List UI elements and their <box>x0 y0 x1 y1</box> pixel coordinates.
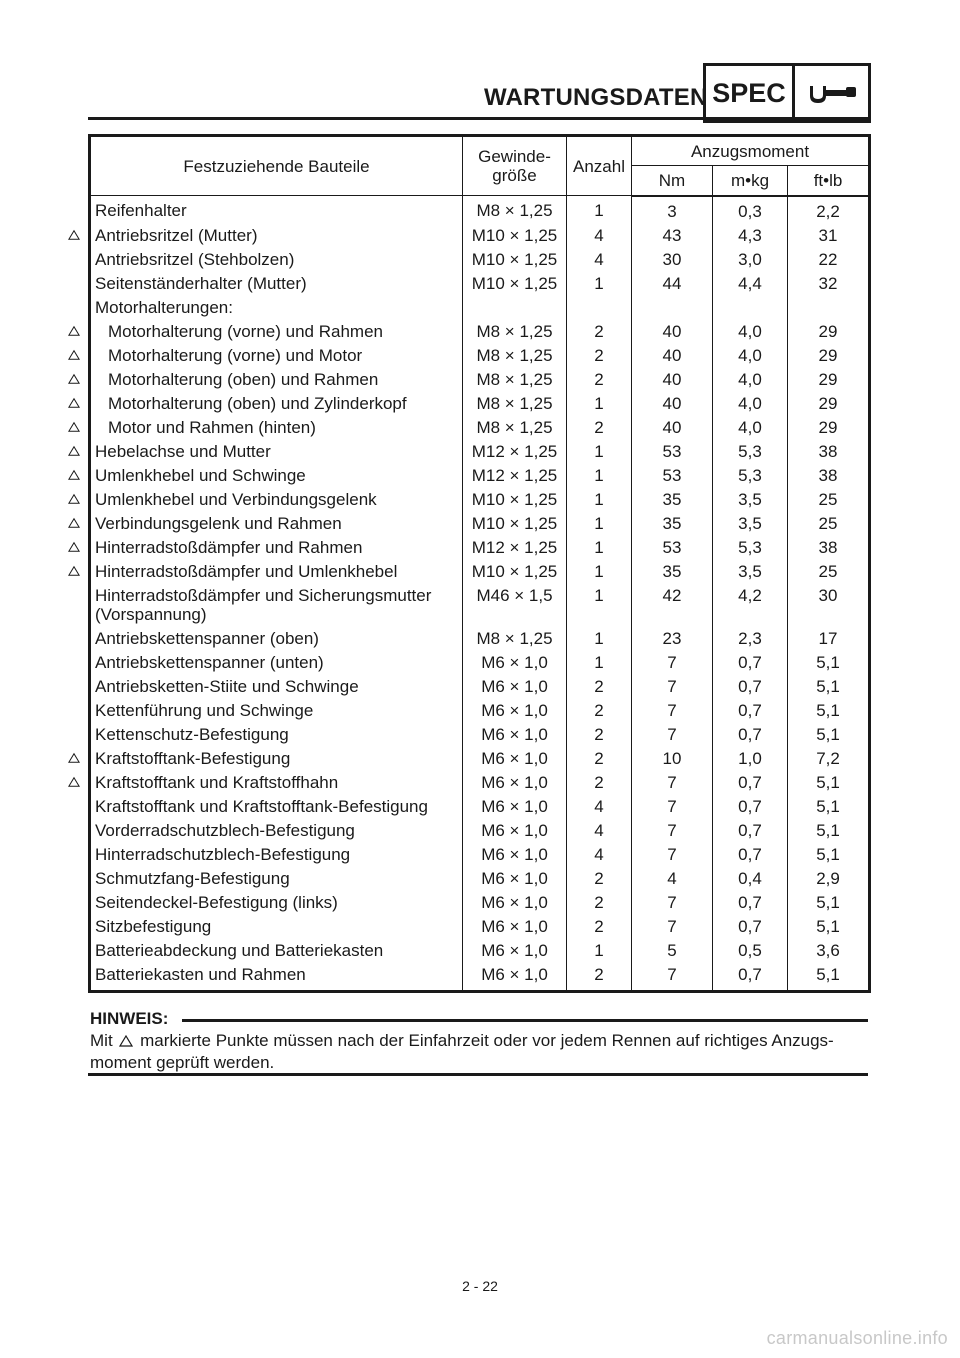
cell-ftlb: 25 <box>788 488 870 512</box>
table-row <box>90 675 870 699</box>
cell-qty: 4 <box>567 819 632 843</box>
cell-nm: 53 <box>632 464 713 488</box>
table-row <box>90 512 870 536</box>
triangle-icon <box>68 445 80 457</box>
cell-ftlb: 5,1 <box>788 819 870 843</box>
cell-thread: M6 × 1,0 <box>463 699 567 723</box>
cell-thread: M8 × 1,25 <box>463 627 567 651</box>
part-name: Hebelachse und Mutter <box>95 441 271 461</box>
table-row <box>90 196 870 224</box>
cell-part <box>90 915 463 939</box>
col-nm-header: Nm <box>632 166 713 196</box>
cell-ftlb: 3,6 <box>788 939 870 963</box>
cell-qty: 2 <box>567 723 632 747</box>
cell-part <box>90 584 463 627</box>
cell-qty: 2 <box>567 368 632 392</box>
cell-nm: 7 <box>632 843 713 867</box>
cell-nm: 10 <box>632 747 713 771</box>
cell-thread: M6 × 1,0 <box>463 867 567 891</box>
part-name: Hinterradstoßdämpfer und Rahmen <box>95 537 363 557</box>
cell-qty: 1 <box>567 272 632 296</box>
cell-part <box>90 464 463 488</box>
cell-thread: M8 × 1,25 <box>463 344 567 368</box>
cell-qty: 4 <box>567 843 632 867</box>
table-row <box>90 440 870 464</box>
cell-mkg: 3,5 <box>713 512 788 536</box>
cell-nm: 3 <box>632 196 713 224</box>
cell-qty: 1 <box>567 651 632 675</box>
cell-thread: M12 × 1,25 <box>463 464 567 488</box>
cell-part <box>90 819 463 843</box>
cell-mkg: 4,0 <box>713 392 788 416</box>
part-name: Antriebskettenspanner (oben) <box>95 628 319 648</box>
cell-thread: M12 × 1,25 <box>463 536 567 560</box>
cell-mkg: 0,3 <box>713 196 788 224</box>
cell-qty: 1 <box>567 512 632 536</box>
triangle-icon <box>68 541 80 553</box>
cell-ftlb: 5,1 <box>788 843 870 867</box>
page-title: WARTUNGSDATEN <box>484 84 708 111</box>
cell-ftlb: 29 <box>788 416 870 440</box>
table-row <box>90 296 870 320</box>
cell-part <box>90 723 463 747</box>
part-name: Sitzbefestigung <box>95 916 212 936</box>
part-name: Umlenkhebel und Schwinge <box>95 465 306 485</box>
cell-nm: 35 <box>632 512 713 536</box>
cell-thread: M8 × 1,25 <box>463 196 567 224</box>
cell-part <box>90 867 463 891</box>
cell-ftlb: 17 <box>788 627 870 651</box>
table-row <box>90 939 870 963</box>
cell-nm: 30 <box>632 248 713 272</box>
cell-nm: 7 <box>632 915 713 939</box>
cell-ftlb: 5,1 <box>788 699 870 723</box>
note-rule-bottom <box>88 1073 868 1076</box>
cell-thread: M46 × 1,5 <box>463 584 567 627</box>
part-name: Kraftstofftank-Befestigung <box>95 748 291 768</box>
cell-qty: 2 <box>567 699 632 723</box>
cell-qty: 1 <box>567 440 632 464</box>
cell-nm: 7 <box>632 795 713 819</box>
table-row <box>90 392 870 416</box>
header-rule <box>88 117 868 120</box>
cell-qty: 2 <box>567 867 632 891</box>
cell-qty: 2 <box>567 675 632 699</box>
cell-qty: 2 <box>567 915 632 939</box>
cell-mkg: 0,7 <box>713 891 788 915</box>
cell-part <box>90 272 463 296</box>
cell-qty: 4 <box>567 795 632 819</box>
part-name: Hinterradstoßdämpfer und Sicherungsmutter (Vorspannung) <box>95 585 432 624</box>
cell-qty: 2 <box>567 771 632 795</box>
part-name: Seitendeckel-Befestigung (links) <box>95 892 338 912</box>
table-row <box>90 224 870 248</box>
cell-part <box>90 392 463 416</box>
cell-thread: M6 × 1,0 <box>463 723 567 747</box>
triangle-icon <box>68 349 80 361</box>
cell-nm: 42 <box>632 584 713 627</box>
part-name: Motorhalterungen: <box>95 297 233 317</box>
col-torque-header: Anzugsmoment <box>632 136 870 166</box>
part-name: Antriebskettenspanner (unten) <box>95 652 324 672</box>
cell-mkg: 0,5 <box>713 939 788 963</box>
triangle-icon <box>68 493 80 505</box>
triangle-icon <box>68 776 80 788</box>
cell-ftlb: 5,1 <box>788 963 870 992</box>
cell-thread: M10 × 1,25 <box>463 560 567 584</box>
table-row <box>90 819 870 843</box>
cell-mkg: 0,7 <box>713 651 788 675</box>
table-row <box>90 368 870 392</box>
cell-qty: 1 <box>567 627 632 651</box>
cell-nm: 7 <box>632 771 713 795</box>
cell-nm: 43 <box>632 224 713 248</box>
cell-nm: 7 <box>632 651 713 675</box>
cell-mkg: 0,7 <box>713 963 788 992</box>
cell-ftlb: 38 <box>788 440 870 464</box>
cell-ftlb: 29 <box>788 344 870 368</box>
triangle-icon <box>68 325 80 337</box>
cell-mkg: 2,3 <box>713 627 788 651</box>
cell-nm: 53 <box>632 440 713 464</box>
table-row <box>90 651 870 675</box>
table-row <box>90 915 870 939</box>
cell-part <box>90 651 463 675</box>
cell-ftlb: 5,1 <box>788 795 870 819</box>
cell-part <box>90 368 463 392</box>
cell-thread <box>463 296 567 320</box>
cell-mkg: 4,4 <box>713 272 788 296</box>
note-text-after: markierte Punkte müssen nach der Einfahrzeit oder vor jedem Rennen auf richtiges Anzugs- moment geprüft werden. <box>90 1031 834 1072</box>
cell-ftlb: 2,2 <box>788 196 870 224</box>
cell-nm: 23 <box>632 627 713 651</box>
cell-nm <box>632 296 713 320</box>
cell-thread: M10 × 1,25 <box>463 272 567 296</box>
cell-ftlb: 29 <box>788 320 870 344</box>
cell-mkg: 1,0 <box>713 747 788 771</box>
part-name: Motorhalterung (oben) und Rahmen <box>108 369 379 389</box>
cell-thread: M6 × 1,0 <box>463 747 567 771</box>
cell-mkg: 4,3 <box>713 224 788 248</box>
cell-part <box>90 224 463 248</box>
cell-ftlb: 5,1 <box>788 915 870 939</box>
part-name: Motorhalterung (vorne) und Rahmen <box>108 321 383 341</box>
cell-ftlb: 32 <box>788 272 870 296</box>
cell-thread: M6 × 1,0 <box>463 963 567 992</box>
cell-thread: M8 × 1,25 <box>463 368 567 392</box>
cell-part <box>90 488 463 512</box>
table-row <box>90 584 870 627</box>
table-row <box>90 747 870 771</box>
table-row <box>90 464 870 488</box>
cell-nm: 53 <box>632 536 713 560</box>
page-number: 2 - 22 <box>462 1278 498 1294</box>
part-name: Antriebsketten-Stiite und Schwinge <box>95 676 359 696</box>
table-row <box>90 627 870 651</box>
triangle-icon <box>68 752 80 764</box>
wrench-icon <box>795 66 868 120</box>
table-row <box>90 843 870 867</box>
triangle-icon <box>68 397 80 409</box>
cell-part <box>90 320 463 344</box>
cell-nm: 40 <box>632 344 713 368</box>
part-name: Batteriekasten und Rahmen <box>95 964 306 984</box>
table-row <box>90 320 870 344</box>
part-name: Reifenhalter <box>95 201 187 220</box>
triangle-icon <box>68 373 80 385</box>
cell-thread: M6 × 1,0 <box>463 795 567 819</box>
part-name: Hinterradschutzblech-Befestigung <box>95 844 351 864</box>
triangle-icon <box>119 1031 133 1043</box>
cell-mkg: 0,7 <box>713 819 788 843</box>
cell-mkg: 4,0 <box>713 344 788 368</box>
cell-ftlb: 30 <box>788 584 870 627</box>
cell-ftlb <box>788 296 870 320</box>
cell-qty: 2 <box>567 416 632 440</box>
cell-thread: M6 × 1,0 <box>463 891 567 915</box>
table-row <box>90 560 870 584</box>
table-row <box>90 795 870 819</box>
cell-nm: 7 <box>632 699 713 723</box>
cell-mkg: 4,0 <box>713 320 788 344</box>
table-row <box>90 344 870 368</box>
cell-nm: 40 <box>632 368 713 392</box>
cell-nm: 40 <box>632 416 713 440</box>
cell-thread: M6 × 1,0 <box>463 771 567 795</box>
cell-part <box>90 795 463 819</box>
torque-table-body <box>90 196 870 992</box>
table-row <box>90 891 870 915</box>
cell-thread: M12 × 1,25 <box>463 440 567 464</box>
cell-mkg: 0,7 <box>713 771 788 795</box>
triangle-icon <box>68 565 80 577</box>
table-row <box>90 723 870 747</box>
cell-qty: 1 <box>567 939 632 963</box>
part-name: Verbindungsgelenk und Rahmen <box>95 513 342 533</box>
cell-mkg: 5,3 <box>713 440 788 464</box>
part-name: Vorderradschutzblech-Befestigung <box>95 820 355 840</box>
part-name: Motorhalterung (oben) und Zylinderkopf <box>108 393 407 413</box>
cell-mkg: 3,0 <box>713 248 788 272</box>
cell-mkg: 3,5 <box>713 488 788 512</box>
table-row <box>90 272 870 296</box>
cell-thread: M8 × 1,25 <box>463 416 567 440</box>
cell-ftlb: 5,1 <box>788 723 870 747</box>
cell-nm: 7 <box>632 675 713 699</box>
cell-mkg: 3,5 <box>713 560 788 584</box>
cell-part <box>90 891 463 915</box>
col-thread-header: Gewinde- größe <box>463 136 567 196</box>
cell-qty: 2 <box>567 891 632 915</box>
cell-nm: 5 <box>632 939 713 963</box>
part-name: Kraftstofftank und Kraftstoffhahn <box>95 772 339 792</box>
cell-thread: M6 × 1,0 <box>463 939 567 963</box>
cell-part <box>90 843 463 867</box>
cell-qty: 1 <box>567 560 632 584</box>
cell-nm: 7 <box>632 819 713 843</box>
part-name: Motor und Rahmen (hinten) <box>108 417 316 437</box>
cell-mkg: 0,4 <box>713 867 788 891</box>
table-row <box>90 867 870 891</box>
part-name: Motorhalterung (vorne) und Motor <box>108 345 363 365</box>
cell-part <box>90 771 463 795</box>
cell-thread: M10 × 1,25 <box>463 488 567 512</box>
cell-thread: M10 × 1,25 <box>463 512 567 536</box>
cell-nm: 7 <box>632 891 713 915</box>
part-name: Kettenschutz-Befestigung <box>95 724 289 744</box>
cell-ftlb: 38 <box>788 536 870 560</box>
cell-ftlb: 25 <box>788 560 870 584</box>
part-name: Hinterradstoßdämpfer und Umlenkhebel <box>95 561 398 581</box>
cell-part <box>90 344 463 368</box>
table-row <box>90 536 870 560</box>
cell-qty: 2 <box>567 344 632 368</box>
triangle-icon <box>68 469 80 481</box>
cell-part <box>90 296 463 320</box>
spec-badge <box>703 63 871 123</box>
cell-mkg: 0,7 <box>713 843 788 867</box>
torque-table <box>88 134 871 993</box>
cell-part <box>90 560 463 584</box>
cell-thread: M6 × 1,0 <box>463 675 567 699</box>
cell-ftlb: 5,1 <box>788 675 870 699</box>
cell-ftlb: 5,1 <box>788 651 870 675</box>
cell-nm: 40 <box>632 320 713 344</box>
note-rule-top <box>182 1019 868 1022</box>
table-row <box>90 416 870 440</box>
note-text <box>90 1030 870 1074</box>
col-qty-header: Anzahl <box>567 136 632 196</box>
table-row <box>90 699 870 723</box>
cell-nm: 40 <box>632 392 713 416</box>
cell-mkg: 5,3 <box>713 536 788 560</box>
cell-nm: 4 <box>632 867 713 891</box>
cell-part <box>90 627 463 651</box>
cell-mkg: 4,0 <box>713 368 788 392</box>
cell-mkg <box>713 296 788 320</box>
note-text-before: Mit <box>90 1031 113 1050</box>
cell-nm: 44 <box>632 272 713 296</box>
part-name: Kraftstofftank und Kraftstofftank-Befestigung <box>95 796 428 816</box>
cell-mkg: 4,2 <box>713 584 788 627</box>
cell-nm: 7 <box>632 963 713 992</box>
cell-part <box>90 536 463 560</box>
cell-qty: 4 <box>567 248 632 272</box>
cell-thread: M8 × 1,25 <box>463 320 567 344</box>
cell-mkg: 0,7 <box>713 699 788 723</box>
cell-qty: 1 <box>567 392 632 416</box>
cell-part <box>90 512 463 536</box>
cell-thread: M6 × 1,0 <box>463 819 567 843</box>
cell-part <box>90 699 463 723</box>
part-name: Antriebsritzel (Stehbolzen) <box>95 249 295 269</box>
cell-ftlb: 5,1 <box>788 771 870 795</box>
cell-qty: 1 <box>567 464 632 488</box>
part-name: Schmutzfang-Befestigung <box>95 868 290 888</box>
part-name: Antriebsritzel (Mutter) <box>95 225 258 245</box>
cell-ftlb: 25 <box>788 512 870 536</box>
triangle-icon <box>68 517 80 529</box>
cell-ftlb: 22 <box>788 248 870 272</box>
part-name: Umlenkhebel und Verbindungsgelenk <box>95 489 377 509</box>
triangle-icon <box>68 421 80 433</box>
cell-part <box>90 440 463 464</box>
part-name: Kettenführung und Schwinge <box>95 700 314 720</box>
col-mkg-header: m•kg <box>713 166 788 196</box>
cell-thread: M6 × 1,0 <box>463 651 567 675</box>
cell-thread: M8 × 1,25 <box>463 392 567 416</box>
cell-part <box>90 963 463 992</box>
part-name: Batterieabdeckung und Batteriekasten <box>95 940 384 960</box>
cell-part <box>90 939 463 963</box>
watermark: carmanualsonline.info <box>766 1328 948 1348</box>
cell-part <box>90 248 463 272</box>
cell-mkg: 0,7 <box>713 915 788 939</box>
triangle-icon <box>68 229 80 241</box>
spec-label: SPEC <box>706 66 795 120</box>
cell-mkg: 0,7 <box>713 795 788 819</box>
cell-qty: 1 <box>567 488 632 512</box>
cell-nm: 7 <box>632 723 713 747</box>
cell-ftlb: 5,1 <box>788 891 870 915</box>
col-part-header: Festzuziehende Bauteile <box>90 136 463 196</box>
cell-qty: 1 <box>567 584 632 627</box>
col-ftlb-header: ft•lb <box>788 166 870 196</box>
cell-part <box>90 747 463 771</box>
cell-qty: 1 <box>567 536 632 560</box>
cell-qty: 4 <box>567 224 632 248</box>
cell-ftlb: 29 <box>788 392 870 416</box>
cell-ftlb: 38 <box>788 464 870 488</box>
cell-mkg: 4,0 <box>713 416 788 440</box>
cell-mkg: 0,7 <box>713 723 788 747</box>
cell-part <box>90 196 463 224</box>
cell-nm: 35 <box>632 560 713 584</box>
note-label: HINWEIS: <box>90 1009 169 1028</box>
cell-qty: 2 <box>567 963 632 992</box>
table-row <box>90 963 870 992</box>
table-row <box>90 248 870 272</box>
cell-thread: M6 × 1,0 <box>463 843 567 867</box>
cell-qty: 2 <box>567 747 632 771</box>
cell-thread: M10 × 1,25 <box>463 224 567 248</box>
cell-mkg: 5,3 <box>713 464 788 488</box>
table-row <box>90 488 870 512</box>
cell-nm: 35 <box>632 488 713 512</box>
cell-qty <box>567 296 632 320</box>
table-row <box>90 771 870 795</box>
cell-thread: M10 × 1,25 <box>463 248 567 272</box>
cell-part <box>90 675 463 699</box>
cell-part <box>90 416 463 440</box>
cell-thread: M6 × 1,0 <box>463 915 567 939</box>
cell-ftlb: 31 <box>788 224 870 248</box>
cell-mkg: 0,7 <box>713 675 788 699</box>
cell-ftlb: 2,9 <box>788 867 870 891</box>
cell-ftlb: 29 <box>788 368 870 392</box>
cell-qty: 2 <box>567 320 632 344</box>
part-name: Seitenständerhalter (Mutter) <box>95 273 307 293</box>
cell-ftlb: 7,2 <box>788 747 870 771</box>
cell-qty: 1 <box>567 196 632 224</box>
